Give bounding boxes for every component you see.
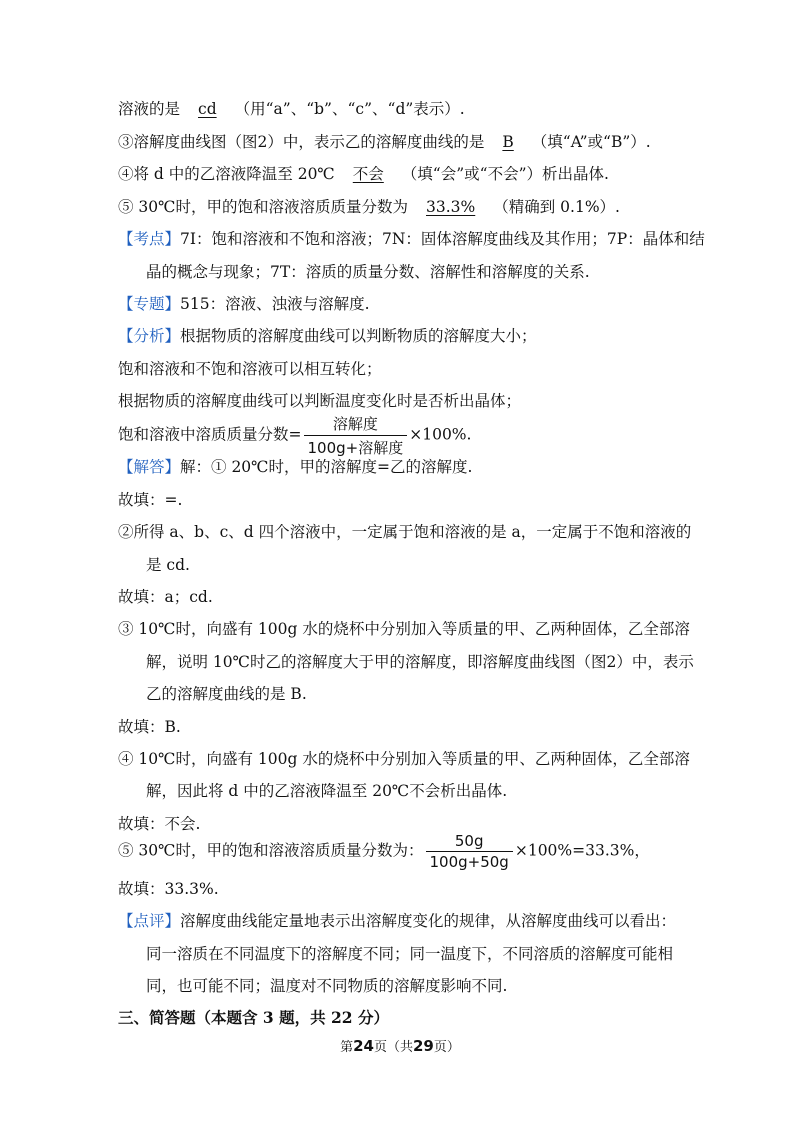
text: 饱和溶液和不饱和溶液可以相互转化； <box>118 360 382 378</box>
kaodian-line-2 <box>146 261 590 283</box>
section-title <box>118 1007 389 1029</box>
dianping-line-2 <box>146 943 673 965</box>
text: 晶的概念与现象；7T：溶质的质量分数、溶解性和溶解度的关系. <box>146 263 590 281</box>
answer-line-2 <box>118 131 651 153</box>
text: ③溶解度曲线图（图2）中，表示乙的溶解度曲线的是 <box>118 133 485 151</box>
text: （填“会”或“不会”）析出晶体. <box>401 165 609 183</box>
jieda-line-1 <box>118 456 472 478</box>
fraction-numerator: 溶解度 <box>332 415 378 433</box>
page-number: 24 <box>353 1037 374 1055</box>
text: 根据物质的溶解度曲线可以判断温度变化时是否析出晶体； <box>118 392 522 410</box>
text: 同一溶质在不同温度下的溶解度不同；同一温度下，不同溶质的溶解度可能相 <box>146 945 674 963</box>
answer-line-4 <box>118 196 620 218</box>
dianping-line-3 <box>146 975 507 997</box>
text: 故填：33.3%. <box>118 880 219 898</box>
fill-1 <box>118 489 182 511</box>
text: ②所得 a、b、c、d 四个溶液中，一定属于饱和溶液的是 a，一定属于不饱和溶液的 <box>118 523 692 541</box>
p3-line-3 <box>146 683 307 705</box>
text: 页） <box>433 1040 460 1055</box>
fraction-denominator: 100g+50g <box>426 851 513 871</box>
kaodian-tag: 【考点】 <box>118 230 181 248</box>
text: 乙的溶解度曲线的是 B. <box>146 685 307 703</box>
fenxi-line-3 <box>118 390 521 412</box>
text: 解：① 20℃时，甲的溶解度=乙的溶解度. <box>180 458 473 476</box>
text: 第 <box>340 1040 354 1055</box>
fenxi-line-2 <box>118 358 382 380</box>
answer-line-1 <box>118 98 465 120</box>
answer-blank: cd <box>198 100 217 118</box>
text: ④将 d 中的乙溶液降温至 20℃ <box>118 165 335 183</box>
fraction-numerator: 50g <box>454 832 484 850</box>
fraction <box>426 832 513 871</box>
fenxi-tag: 【分析】 <box>118 327 181 345</box>
fill-2 <box>118 586 213 608</box>
text: 515：溶液、浊液与溶解度. <box>180 295 370 313</box>
text: 根据物质的溶解度曲线可以判断物质的溶解度大小； <box>180 327 537 345</box>
text: 饱和溶液中溶质质量分数= <box>118 425 302 444</box>
text: ×100%=33.3%， <box>514 841 650 860</box>
text: 故填：a；cd. <box>118 588 213 606</box>
text: （填“A”或“B”）. <box>531 133 651 151</box>
text: 溶液的是 <box>118 100 181 118</box>
jieda-tag: 【解答】 <box>118 458 181 476</box>
p4-line-1 <box>118 748 690 770</box>
text: 溶解度曲线能定量地表示出溶解度变化的规律，从溶解度曲线可以看出： <box>180 912 677 930</box>
fill-3 <box>118 716 181 738</box>
zhuanti-line <box>118 293 370 315</box>
dianping-line-1 <box>118 910 676 932</box>
answer-line-3 <box>118 163 609 185</box>
text: ⑤ 30℃时，甲的饱和溶液溶质质量分数为 <box>118 198 408 216</box>
answer-blank: 不会 <box>352 165 384 183</box>
fenxi-line-1 <box>118 325 537 347</box>
text: （用“a”、“b”、“c”、“d”表示）. <box>234 100 465 118</box>
text: 解，因此将 d 中的乙溶液降温至 20℃不会析出晶体. <box>146 782 508 800</box>
p3-line-2 <box>146 651 694 673</box>
p3-line-1 <box>118 618 690 640</box>
page-footer <box>0 1036 800 1055</box>
text: 故填：B. <box>118 718 181 736</box>
text: ⑤ 30℃时，甲的饱和溶液溶质质量分数为： <box>118 841 424 860</box>
answer-blank: 33.3% <box>426 198 476 216</box>
text: 7I：饱和溶液和不饱和溶液；7N：固体溶解度曲线及其作用；7P：晶体和结 <box>180 230 705 248</box>
kaodian-line-1 <box>118 228 705 250</box>
text: 是 cd. <box>146 556 190 574</box>
fenxi-formula <box>118 413 471 458</box>
text: 解，说明 10℃时乙的溶解度大于甲的溶解度，即溶解度曲线图（图2）中，表示 <box>146 653 694 671</box>
p2-line-1 <box>118 521 691 543</box>
text: 三、简答题（本题含 3 题，共 22 分） <box>118 1008 389 1027</box>
p5-formula <box>118 832 650 871</box>
text: 故填：=. <box>118 491 183 509</box>
page-total: 29 <box>413 1037 434 1055</box>
fraction-denominator: 100g+溶解度 <box>304 435 408 458</box>
answer-blank: B <box>502 133 514 151</box>
p2-line-2 <box>146 554 190 576</box>
p4-line-2 <box>146 780 507 802</box>
text: ×100%. <box>409 425 472 444</box>
zhuanti-tag: 【专题】 <box>118 295 181 313</box>
text: ④ 10℃时，向盛有 100g 水的烧杯中分别加入等质量的甲、乙两种固体，乙全部溶 <box>118 750 690 768</box>
text: 同，也可能不同；温度对不同物质的溶解度影响不同. <box>146 977 508 995</box>
text: ③ 10℃时，向盛有 100g 水的烧杯中分别加入等质量的甲、乙两种固体，乙全部溶 <box>118 620 690 638</box>
fill-5 <box>118 878 219 900</box>
text: （精确到 0.1%）. <box>493 198 620 216</box>
text: 页（共 <box>373 1040 413 1055</box>
fraction <box>304 413 408 458</box>
text: 故填：不会. <box>118 815 201 833</box>
dianping-tag: 【点评】 <box>118 912 181 930</box>
